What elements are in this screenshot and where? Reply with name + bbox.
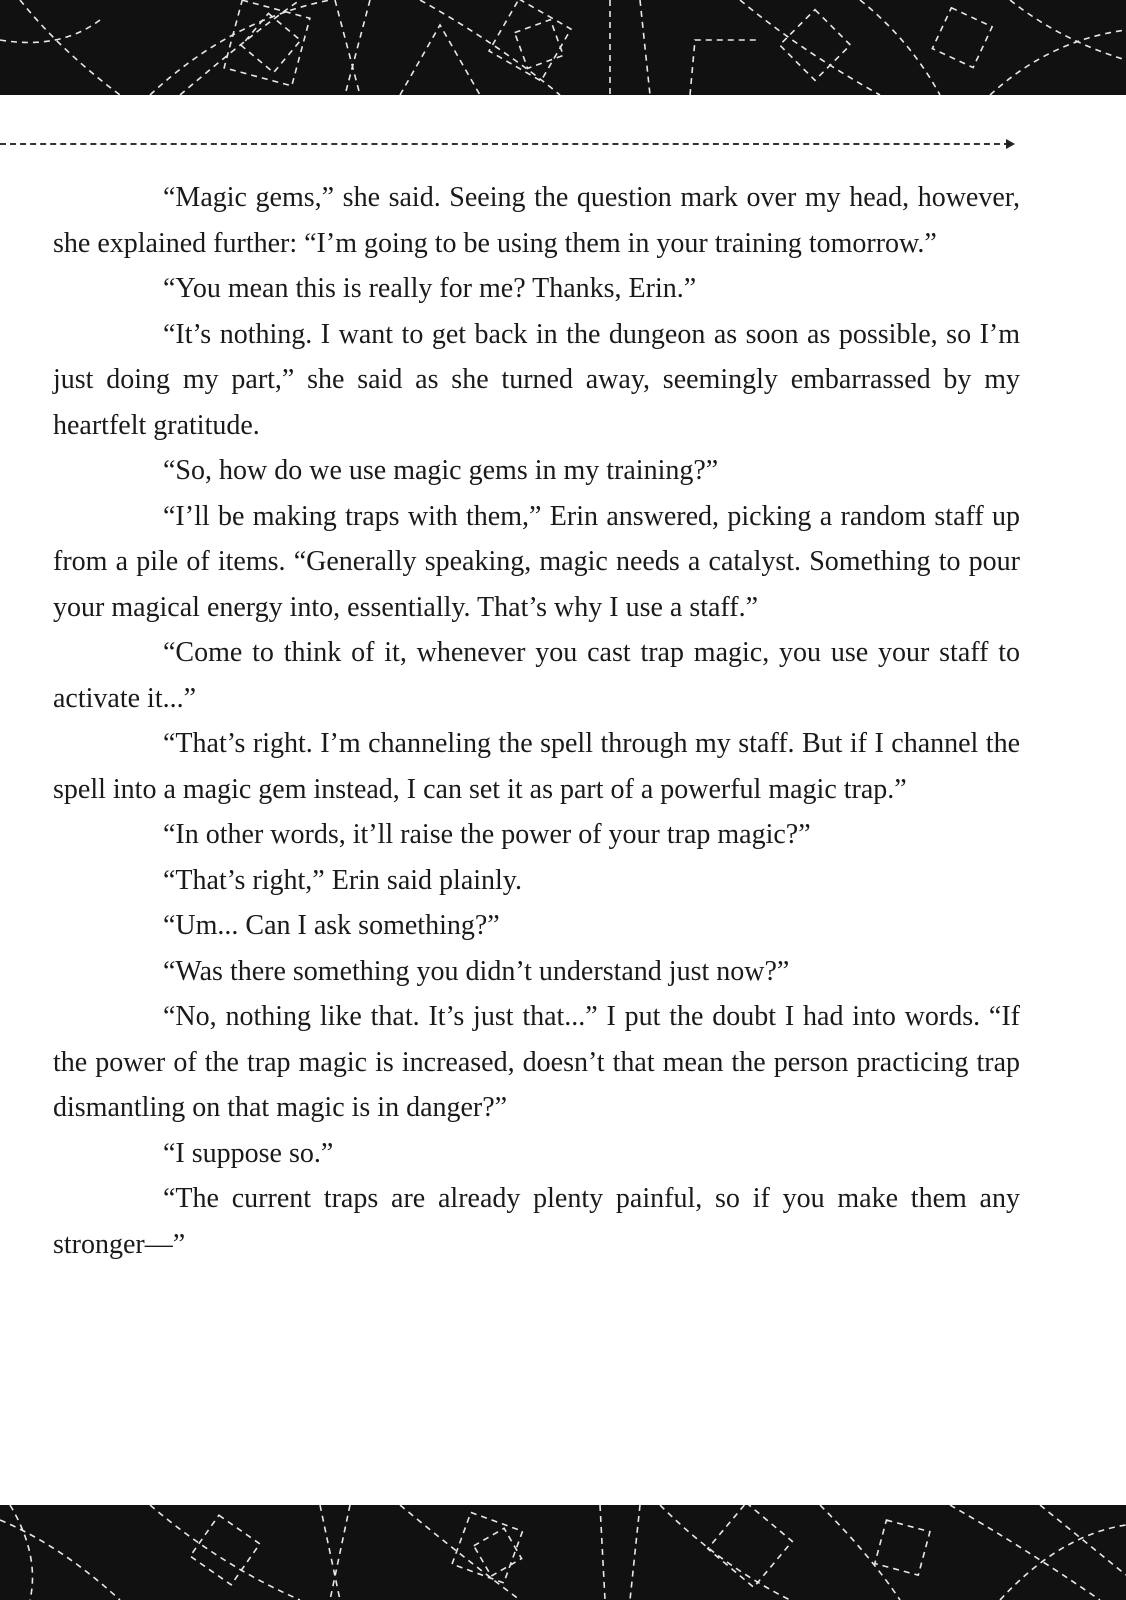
paragraph: “No, nothing like that. It’s just that...” I put the doubt I had into words. “If the power of the trap magic is increased, doesn’t that mean the person practicing trap dismantling on that magic is in danger?” <box>53 1001 1020 1123</box>
top-dashed-pattern <box>0 0 1126 95</box>
bottom-decorative-band <box>0 1505 1126 1600</box>
dashed-divider <box>0 143 1010 145</box>
paragraph: “So, how do we use magic gems in my training?” <box>163 455 719 486</box>
paragraph: “The current traps are already plenty painful, so if you make them any stronger—” <box>53 1183 1020 1260</box>
bottom-dashed-pattern <box>0 1505 1126 1600</box>
paragraph: “It’s nothing. I want to get back in the dungeon as soon as possible, so I’m just doing my part,” she said as she turned away, seemingly embarrassed by my heartfelt gratitude. <box>53 318 1020 441</box>
paragraph: “Was there something you didn’t understand just now?” <box>163 955 790 987</box>
paragraph: “Come to think of it, whenever you cast trap magic, you use your staff to activate it...” <box>53 637 1020 714</box>
paragraph: “That’s right,” Erin said plainly. <box>163 864 522 896</box>
paragraph: “Magic gems,” she said. Seeing the question mark over my head, however, she explained further: “I’m going to be using them in your training tomorrow.” <box>53 182 1020 259</box>
paragraph: “That’s right. I’m channeling the spell through my staff. But if I channel the spell into a magic gem instead, I can set it as part of a powerful magic trap.” <box>53 728 1020 805</box>
top-decorative-band <box>0 0 1126 95</box>
paragraph: “I suppose so.” <box>163 1137 334 1169</box>
divider-arrow-icon <box>1006 139 1015 149</box>
paragraph: “You mean this is really for me? Thanks, Erin.” <box>163 273 697 304</box>
body-text <box>53 175 1020 1267</box>
paragraph: “I’ll be making traps with them,” Erin answered, picking a random staff up from a pile of items. “Generally speaking, magic needs a catalyst. Something to pour your magical energy into, essentially. That’s why I use a staff.” <box>53 500 1020 623</box>
paragraph: “In other words, it’ll raise the power of your trap magic?” <box>163 819 811 850</box>
paragraph: “Um... Can I ask something?” <box>163 910 500 941</box>
